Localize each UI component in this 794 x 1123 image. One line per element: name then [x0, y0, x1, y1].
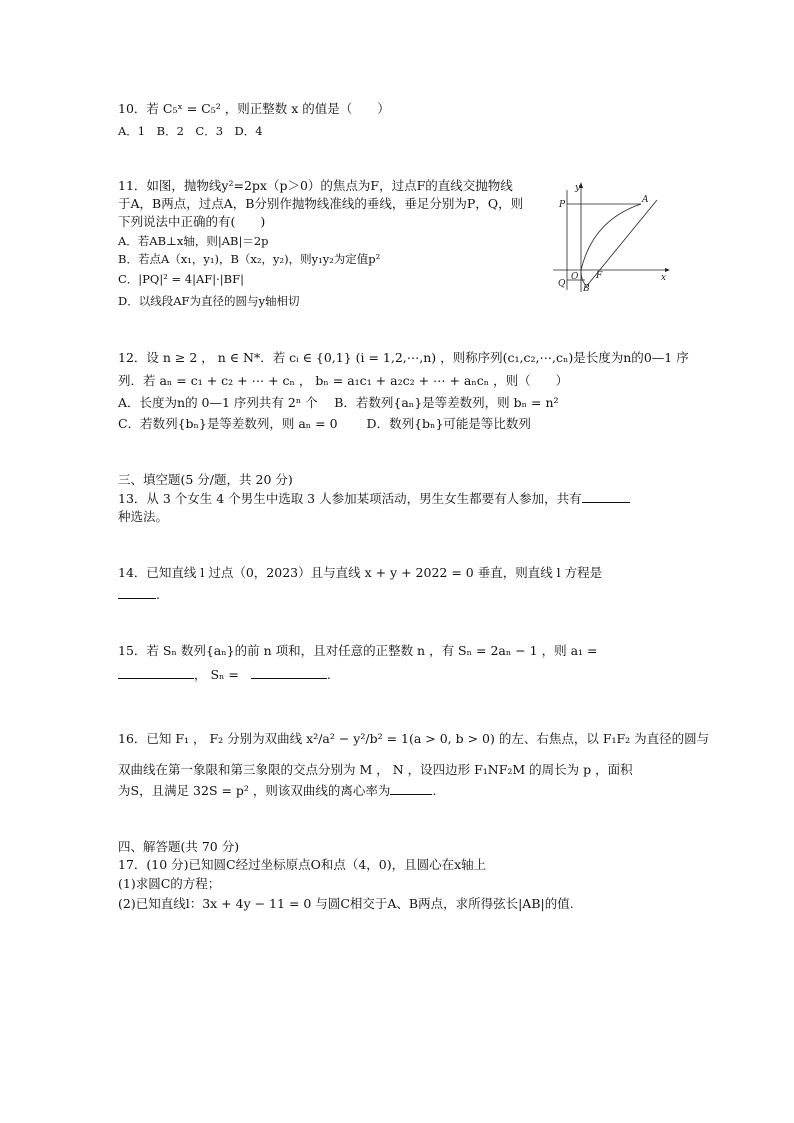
q13-text: 13．从 3 个女生 4 个男生中选取 3 人参加某项活动，男生女生都要有人参加，共有	[118, 491, 582, 506]
q13-line1	[118, 490, 630, 508]
q12-line4: C．若数列{bₙ}是等差数列，则 aₙ = 0 D．数列{bₙ}可能是等比数列	[118, 416, 531, 431]
q17-line1: 17．(10 分)已知圆C经过坐标原点O和点（4，0)，且圆心在x轴上	[118, 857, 487, 872]
section3-title: 三、填空题(5 分/题，共 20 分)	[118, 472, 293, 487]
q10-stem: 10．若 C₅ˣ = C₅² ，则正整数 x 的值是（ ）	[118, 101, 390, 116]
q15-blank-1	[118, 666, 194, 679]
label-x: x	[661, 273, 667, 283]
q14-line2	[118, 586, 160, 604]
q15-line2-end: .	[326, 667, 331, 682]
q16-line3	[118, 782, 436, 800]
x-axis-arrow	[665, 268, 670, 272]
q17-line3: (2)已知直线l：3x + 4y − 11 = 0 与圆C相交于A、B两点，求所得弦长|AB|的值.	[118, 896, 574, 911]
q15-line2-mid: ， Sₙ =	[194, 667, 239, 682]
q16-line3-end: .	[432, 783, 437, 798]
q14-line2-end: .	[156, 587, 160, 602]
q12-line2: 列．若 aₙ = c₁ + c₂ + ⋯ + cₙ ， bₙ = a₁c₁ + a₂c₂ + ⋯ + aₙcₙ ，则（ ）	[118, 373, 569, 388]
q14-line1: 14．已知直线 l 过点（0，2023）且与直线 x + y + 2022 = 0 垂直，则直线 l 方程是	[118, 565, 603, 580]
q11-line2: 于A，B两点，过点A，B分别作抛物线准线的垂线，垂足分别为P，Q，则	[118, 196, 524, 211]
q12-line1: 12．设 n ≥ 2 ， n ∈ N*．若 cᵢ ∈ {0,1} (i = 1,2,⋯,n) ，则称序列(c₁,c₂,⋯,cₙ)是长度为n的0—1 序	[118, 350, 689, 365]
q11-option-a: A．若AB⊥x轴，则|AB|＝2p	[118, 234, 269, 248]
q13-line2: 种选法。	[118, 509, 169, 524]
q11-line3: 下列说法中正确的有( )	[118, 214, 266, 229]
label-f: F	[596, 271, 603, 281]
q11-option-c: C．|PQ|² = 4|AF|·|BF|	[118, 272, 244, 286]
q13-blank	[582, 490, 630, 503]
q11-option-d: D．以线段AF为直径的圆与y轴相切	[118, 294, 300, 308]
label-q: Q	[558, 279, 566, 289]
label-b: B	[583, 284, 590, 292]
q10-options: A．1 B．2 C．3 D．4	[118, 124, 263, 138]
q16-blank	[390, 782, 432, 795]
q16-line2: 双曲线在第一象限和第三象限的交点分别为 M ， N ，设四边形 F₁NF₂M 的周长为 p ，面积	[118, 762, 633, 777]
section4-title: 四、解答题(共 70 分)	[118, 839, 240, 854]
q14-blank	[118, 586, 156, 599]
q12-line3: A．长度为n的 0—1 序列共有 2ⁿ 个 B．若数列{aₙ}是等差数列，则 bₙ = n²	[118, 395, 559, 410]
label-a: A	[642, 195, 649, 205]
label-o: O	[571, 272, 579, 282]
q11-option-b: B．若点A（x₁，y₁)，B（x₂，y₂)，则y₁y₂为定值p²	[118, 252, 381, 266]
q17-line2: (1)求圆C的方程；	[118, 876, 221, 891]
parabola-curve	[581, 204, 641, 284]
q11-line1: 11．如图，抛物线y²=2px（p＞0）的焦点为F，过点F的直线交抛物线	[118, 178, 513, 193]
label-p: P	[559, 200, 566, 210]
q16-text: 为S，且满足 32S = p² ，则该双曲线的离心率为	[118, 783, 391, 798]
q15-blank-2	[251, 666, 327, 679]
q16-line1: 16．已知 F₁ ， F₂ 分别为双曲线 x²/a² − y²/b² = 1(a > 0, b > 0) 的左、右焦点，以 F₁F₂ 为直径的圆与	[118, 731, 710, 746]
label-y: y	[575, 183, 581, 193]
q15-line1: 15．若 Sₙ 数列{aₙ}的前 n 项和，且对任意的正整数 n ，有 Sₙ = 2aₙ − 1 ，则 a₁ =	[118, 643, 598, 658]
q15-line2	[118, 666, 331, 684]
parabola-figure	[553, 180, 671, 292]
